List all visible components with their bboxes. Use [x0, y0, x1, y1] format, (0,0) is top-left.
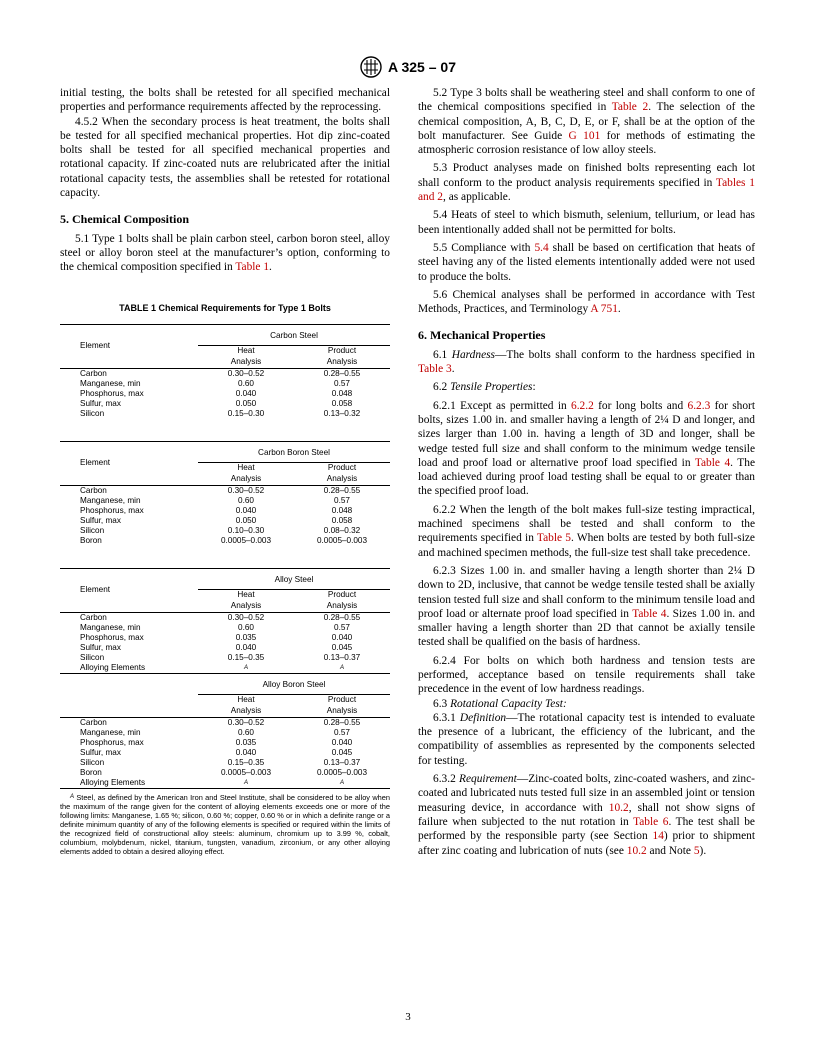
- table-row: [60, 526, 390, 536]
- heat-cell: 0.0005–0.003: [220, 767, 272, 777]
- section-6-2-2-link[interactable]: 6.2.2: [571, 399, 594, 412]
- element-cell: Manganese, min: [80, 727, 141, 737]
- product-header: Product: [327, 345, 357, 355]
- paragraph-6-2-1: 6.2.1 Except as permitted in 6.2.2 for long bolts and 6.2.3 for short bolts, sizes 1.00 in. and smaller having a length of 2¼ D and longer, and sizes larger than 1.00 in. having a length of 3D and longer, shall be wedge tested full size and shall conform to the minimum wedge tensile load and proof load or alternative proof load specified in Table 4. The load achieved during proof load testing shall be equal to or greater than the specified proof load.: [418, 399, 755, 498]
- table-4-link[interactable]: Table 4: [694, 456, 731, 469]
- paragraph-5-4: 5.4 Heats of steel to which bismuth, selenium, tellurium, or lead has been intentionally added shall not be permitted for bolts.: [418, 209, 755, 236]
- element-cell: Manganese, min: [80, 378, 141, 388]
- section-6-heading: 6. Mechanical Properties: [418, 328, 546, 343]
- element-header: Element: [80, 585, 111, 595]
- paragraph: initial testing, the bolts shall be retested for all specified mechanical properties and performance requirements affected by the reprocessing.: [60, 87, 390, 114]
- table-row: [60, 612, 390, 623]
- table-row: [60, 633, 390, 643]
- heat-cell: 0.0005–0.003: [220, 535, 272, 545]
- product-cell: 0.13–0.32: [323, 408, 361, 418]
- table-1-block-alloy: Element Alloy Steel Heat Product Analysis Analysis Carbon 0.30–0.52 0.28–0.55 Manganese, min 0.60 0.57 Phosphorus, max 0.035 0.040 Sulfur, max 0.040 0.045 Silicon 0.15–0.35 0.13–0.37 Alloying Elements A A: [60, 568, 390, 673]
- product-cell: 0.13–0.37: [323, 652, 361, 662]
- tables-1-2-link[interactable]: Tables 1 and 2: [418, 176, 755, 204]
- table-row: [60, 643, 390, 653]
- table-footnote: $^A$ Steel, as defined by the American Iron and Steel Institute, shall be considered to be alloy when the maximum of the range given for the content of alloying elements exceeds one or more of the following limits: Manganese, 1.65 %; silicon, 0.60 %; copper, 0.60 % or in which a definite range or a definite minimum quantity of any of the following elements is specified or required within the limits of the recognized field of constructional alloy steels: aluminum, chromium up to 3.99 %, cobalt, columbium, molybdenum, nickel, titanium, tungsten, vanadium, zirconium, or any other alloying elements added to obtain a desired alloying effect.: [60, 792, 390, 856]
- right-column: [418, 86, 755, 858]
- element-cell: Sulfur, max: [80, 642, 121, 652]
- element-cell: Carbon: [80, 612, 107, 622]
- table-row: [60, 778, 390, 789]
- group-header: Carbon Boron Steel: [198, 441, 390, 462]
- table-row: [60, 768, 390, 778]
- element-header: Element: [80, 341, 111, 351]
- product-cell: 0.57: [334, 727, 350, 737]
- element-cell: Phosphorus, max: [80, 632, 144, 642]
- table-1-block-carbon-steel: Element Carbon Steel Heat Product Analysis Analysis Carbon 0.30–0.52 0.28–0.55 Manganese, min 0.60 0.57 Phosphorus, max 0.040 0.048 Sulfur, max 0.050 0.058 Silicon 0.15–0.30 0.13–0.32: [60, 324, 390, 419]
- heat-cell: A: [243, 779, 248, 786]
- heat-cell: 0.60: [238, 727, 254, 737]
- heat-cell: 0.040: [235, 747, 257, 757]
- page-number: 3: [405, 1011, 411, 1023]
- a751-link[interactable]: A 751: [590, 303, 618, 316]
- paragraph-6-2: 6.2 Tensile Properties:: [433, 381, 536, 394]
- element-header: [60, 673, 198, 717]
- heat-cell: 0.15–0.30: [227, 408, 265, 418]
- element-cell: Carbon: [80, 485, 107, 495]
- table-row: [60, 738, 390, 748]
- heat-cell: 0.30–0.52: [227, 612, 265, 622]
- element-cell: Alloying Elements: [80, 777, 146, 787]
- element-cell: Silicon: [80, 525, 105, 535]
- element-cell: Sulfur, max: [80, 747, 121, 757]
- table-row: [60, 379, 390, 389]
- product-cell: A: [339, 664, 344, 671]
- group-header: Carbon Steel: [198, 324, 390, 345]
- product-header: Product: [327, 589, 357, 599]
- product-cell: 0.0005–0.003: [316, 535, 368, 545]
- paragraph-6-2-2: 6.2.2 When the length of the bolt makes full-size testing impractical, machined specimens shall be tested and shall conform to the requirements specified in Table 5. When bolts are tested by both full-size and machined specimen methods, the full-size test shall take precedence.: [418, 503, 755, 559]
- section-5-4-link[interactable]: 5.4: [534, 241, 549, 254]
- element-cell: Phosphorus, max: [80, 388, 144, 398]
- product-cell: 0.28–0.55: [323, 485, 361, 495]
- element-cell: Boron: [80, 535, 102, 545]
- paragraph-6-1: 6.1 Hardness—The bolts shall conform to the hardness specified in Table 3.: [418, 348, 755, 376]
- table-row: [60, 368, 390, 379]
- element-cell: Manganese, min: [80, 495, 141, 505]
- heat-cell: 0.30–0.52: [227, 717, 265, 727]
- element-cell: Carbon: [80, 717, 107, 727]
- group-header: Alloy Boron Steel: [198, 673, 390, 694]
- table-5-link[interactable]: Table 5: [536, 532, 571, 545]
- page-header: [0, 56, 816, 78]
- table-1-block-carbon-boron: Element Carbon Boron Steel Heat Product Analysis Analysis Carbon 0.30–0.52 0.28–0.55 Manganese, min 0.60 0.57 Phosphorus, max 0.040 0.048 Sulfur, max 0.050 0.058 Silicon 0.10–0.30 0.08–0.32 Boron 0.0005–0.003 0.0005–0.003: [60, 441, 390, 546]
- heat-cell: 0.60: [238, 622, 254, 632]
- table-row: [60, 663, 390, 673]
- product-cell: 0.040: [331, 632, 353, 642]
- table-row: [60, 623, 390, 633]
- product-cell: 0.058: [331, 515, 353, 525]
- table-row: [60, 653, 390, 663]
- paragraph-6-3-1: 6.3.1 Definition—The rotational capacity test is intended to evaluate the presence of a lubricant, the efficiency of the lubricant, and the compatibility of assemblies as represented by the components selected for testing.: [418, 711, 755, 767]
- heat-header: Heat: [237, 694, 255, 704]
- heat-cell: 0.040: [235, 642, 257, 652]
- product-cell: 0.048: [331, 388, 353, 398]
- heat-cell: 0.035: [235, 632, 257, 642]
- product-cell: 0.28–0.55: [323, 612, 361, 622]
- product-cell: 0.040: [331, 737, 353, 747]
- heat-cell: 0.30–0.52: [227, 368, 265, 378]
- table-6-link[interactable]: Table 6: [633, 815, 669, 828]
- element-cell: Silicon: [80, 408, 105, 418]
- element-cell: Silicon: [80, 757, 105, 767]
- table-row: [60, 717, 390, 728]
- product-cell: 0.0005–0.003: [316, 767, 368, 777]
- section-10-2-link[interactable]: 10.2: [626, 844, 647, 857]
- heat-header: Heat: [237, 345, 255, 355]
- heat-cell: 0.60: [238, 495, 254, 505]
- table-row: [60, 728, 390, 738]
- paragraph-5-2: 5.2 Type 3 bolts shall be weathering steel and shall conform to one of the chemical compositions specified in Table 2. The selection of the chemical composition, A, B, C, D, E, or F, shall be at the option of the bolt manufacturer. See Guide G 101 for methods of estimating the atmospheric corrosion resistance of low alloy steels.: [418, 87, 756, 157]
- element-cell: Carbon: [80, 368, 107, 378]
- product-cell: 0.058: [331, 398, 353, 408]
- section-6-2-3-link[interactable]: 6.2.3: [687, 399, 711, 412]
- designation: A 325 – 07: [388, 59, 456, 75]
- product-cell: 0.045: [331, 747, 353, 757]
- product-cell: 0.57: [334, 622, 350, 632]
- table-row: [60, 389, 390, 399]
- product-cell: 0.28–0.55: [323, 717, 361, 727]
- element-header: Element: [80, 458, 111, 468]
- paragraph-5-5: 5.5 Compliance with 5.4 shall be based on certification that heats of steel having any of the listed elements intentionally added were not used to produce the bolts.: [418, 241, 755, 283]
- product-cell: 0.08–0.32: [323, 525, 361, 535]
- table-2-link[interactable]: Table 2: [611, 101, 649, 114]
- heat-cell: 0.10–0.30: [227, 525, 265, 535]
- heat-cell: 0.040: [235, 505, 257, 515]
- paragraph-6-2-4: 6.2.4 For bolts on which both hardness and tension tests are performed, acceptance based on tensile requirements shall take precedence in the event of low hardness readings.: [418, 654, 755, 696]
- heat-cell: 0.050: [235, 515, 257, 525]
- element-cell: Manganese, min: [80, 622, 141, 632]
- table-1-title: TABLE 1 Chemical Requirements for Type 1 Bolts: [119, 302, 331, 313]
- heat-cell: 0.050: [235, 398, 257, 408]
- element-cell: Boron: [80, 767, 102, 777]
- table-row: [60, 516, 390, 526]
- heat-cell: 0.30–0.52: [227, 485, 265, 495]
- element-cell: Alloying Elements: [80, 662, 146, 672]
- paragraph-6-3-2: 6.3.2 Requirement—Zinc-coated bolts, zinc-coated washers, and zinc-coated and lubricated nuts tested full size in an assembled joint or tension measuring device, in accordance with 10.2, shall not show signs of failure when subjected to the nut rotation in Table 6. The test shall be performed by the responsible party (see Section 14) prior to shipment after zinc coating and lubrication of nuts (see 10.2 and Note 5).: [418, 773, 756, 857]
- table-1-link[interactable]: Table 1: [235, 261, 270, 274]
- product-cell: 0.048: [331, 505, 353, 515]
- heat-cell: 0.035: [235, 737, 257, 747]
- paragraph-6-2-3: 6.2.3 Sizes 1.00 in. and smaller having a length shorter than 2¼ D down to 2D, inclusive, that cannot be wedge tensile tested shall be axially tension tested full size and shall conform to the minimum tensile load and proof load or alternate proof load specified in Table 4. Sizes 1.00 in. and smaller having a length shorter than 2D that cannot be axially tensile tested shall be qualified on the basis of hardness.: [418, 564, 755, 649]
- table-row: [60, 506, 390, 516]
- group-header: Alloy Steel: [198, 568, 390, 589]
- section-10-2-link[interactable]: 10.2: [608, 801, 629, 814]
- element-cell: Sulfur, max: [80, 398, 121, 408]
- table-row: [60, 758, 390, 768]
- left-column: [60, 86, 390, 856]
- table-1: [60, 324, 390, 789]
- element-cell: Phosphorus, max: [80, 737, 144, 747]
- table-row: [60, 485, 390, 496]
- element-cell: Sulfur, max: [80, 515, 121, 525]
- heat-cell: 0.040: [235, 388, 257, 398]
- product-cell: 0.28–0.55: [323, 368, 361, 378]
- table-row: [60, 409, 390, 419]
- table-4-link[interactable]: Table 4: [632, 607, 667, 620]
- astm-logo-icon: [360, 56, 382, 78]
- paragraph-5-6: 5.6 Chemical analyses shall be performed in accordance with Test Methods, Practices, and Terminology A 751.: [418, 288, 755, 316]
- product-header: Product: [327, 462, 357, 472]
- table-row: [60, 748, 390, 758]
- section-5-heading: 5. Chemical Composition: [60, 212, 189, 227]
- table-1-block-alloy-boron: Alloy Boron Steel Heat Product Analysis Analysis Carbon 0.30–0.52 0.28–0.55 Manganese, min 0.60 0.57 Phosphorus, max 0.035 0.040 Sulfur, max 0.040 0.045 Silicon 0.15–0.35 0.13–0.37 Boron 0.0005–0.003 0.0005–0.003 Alloying Elements A A: [60, 673, 390, 789]
- table-row: [60, 399, 390, 409]
- element-cell: Phosphorus, max: [80, 505, 144, 515]
- paragraph-5-3: 5.3 Product analyses made on finished bolts representing each lot shall conform to the product analysis requirements specified in Tables 1 and 2, as applicable.: [418, 162, 755, 204]
- product-cell: 0.57: [334, 378, 350, 388]
- paragraph-6-3: 6.3 Rotational Capacity Test:: [433, 697, 567, 710]
- element-cell: Silicon: [80, 652, 105, 662]
- paragraph-5-1: 5.1 Type 1 bolts shall be plain carbon steel, carbon boron steel, alloy steel or alloy boron steel at the manufacturer’s option, conforming to the chemical composition specified in Table 1.: [60, 232, 390, 274]
- table-row: [60, 496, 390, 506]
- product-cell: 0.57: [334, 495, 350, 505]
- product-header: Product: [327, 694, 357, 704]
- table-3-link[interactable]: Table 3: [418, 363, 452, 376]
- heat-cell: A: [243, 664, 248, 671]
- product-cell: 0.13–0.37: [323, 757, 361, 767]
- product-cell: A: [339, 779, 344, 786]
- heat-cell: 0.60: [238, 378, 254, 388]
- heat-header: Heat: [237, 589, 255, 599]
- heat-cell: 0.15–0.35: [227, 652, 265, 662]
- heat-cell: 0.15–0.35: [227, 757, 265, 767]
- product-cell: 0.045: [331, 642, 353, 652]
- note-5-link[interactable]: 5: [693, 844, 700, 857]
- table-row: [60, 536, 390, 546]
- heat-header: Heat: [237, 462, 255, 472]
- paragraph-4-5-2: 4.5.2 When the secondary process is heat treatment, the bolts shall be tested for all specified mechanical properties. Hot dip zinc-coated bolts shall be tested for all specified mechanical properties and rotational capacity. If zinc-coated nuts are relubricated after the initial rotational capacity tests, the assemblies shall be retested for rotational capacity.: [60, 115, 390, 200]
- g101-link[interactable]: G 101: [568, 129, 601, 142]
- section-14-link[interactable]: 14: [652, 830, 664, 843]
